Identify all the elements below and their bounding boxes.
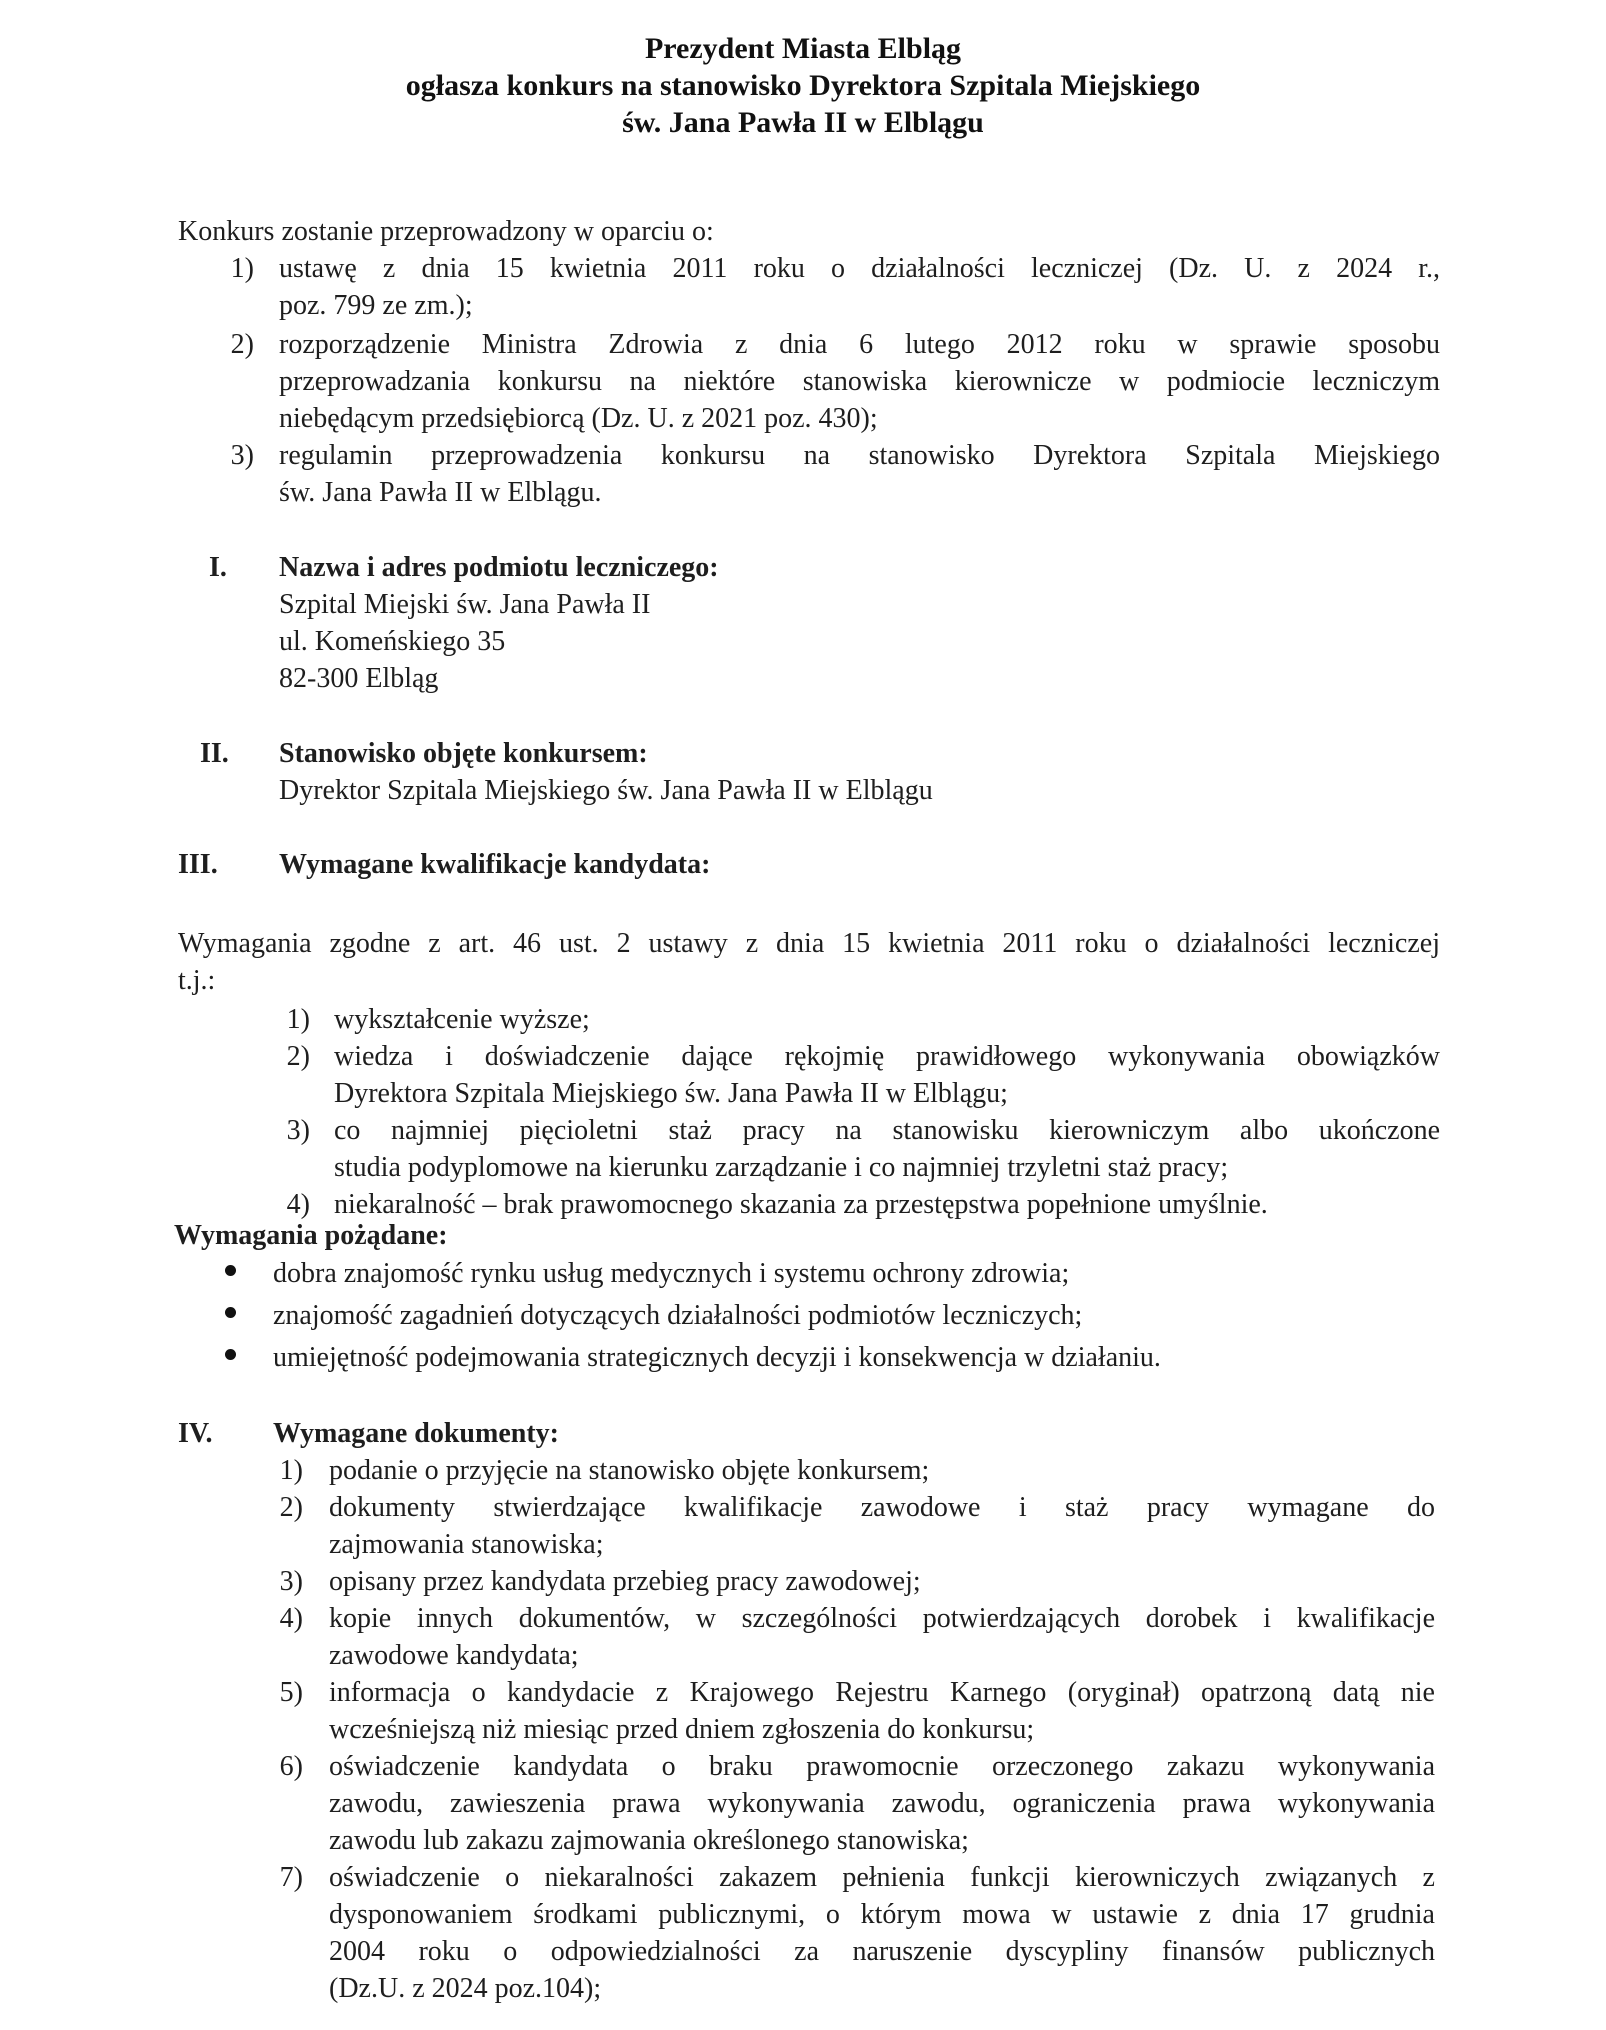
- basis-item-1-line-1: ustawę z dnia 15 kwietnia 2011 roku o działalności leczniczej (Dz. U. z 2024 r.,: [279, 253, 1440, 284]
- doc-item-7-num: 7): [279, 1862, 303, 1893]
- req-item-2-line-1: wiedza i doświadczenie dające rękojmię prawidłowego wykonywania obowiązków: [334, 1041, 1440, 1072]
- header-line-2: ogłasza konkurs na stanowisko Dyrektora Szpitala Miejskiego: [405, 69, 1201, 102]
- req-item-4-line-1: niekaralność – brak prawomocnego skazania za przestępstwa popełnione umyślnie.: [334, 1189, 1268, 1220]
- bullet-icon: [225, 1349, 236, 1360]
- doc-item-7-line-4: (Dz.U. z 2024 poz.104);: [329, 1973, 602, 2004]
- doc-item-4-num: 4): [279, 1603, 303, 1634]
- section-1-line-3: 82-300 Elbląg: [279, 663, 439, 694]
- basis-item-2-line-1: rozporządzenie Ministra Zdrowia z dnia 6 lutego 2012 roku w sprawie sposobu: [279, 329, 1440, 360]
- basis-item-3-num: 3): [230, 440, 254, 471]
- doc-item-6-line-3: zawodu lub zakazu zajmowania określonego stanowiska;: [329, 1825, 969, 1856]
- basis-item-1-num: 1): [230, 253, 254, 284]
- section-3-heading: Wymagane kwalifikacje kandydata:: [279, 849, 711, 880]
- bullet-icon: [225, 1265, 236, 1276]
- doc-item-5-line-1: informacja o kandydacie z Krajowego Rejestru Karnego (oryginał) opatrzoną datą nie: [329, 1677, 1435, 1708]
- header-line-3: św. Jana Pawła II w Elblągu: [622, 106, 984, 139]
- section-3-number: III.: [178, 849, 218, 880]
- doc-item-6-line-1: oświadczenie kandydata o braku prawomocnie orzeczonego zakazu wykonywania: [329, 1751, 1435, 1782]
- basis-item-2-line-2: przeprowadzania konkursu na niektóre stanowiska kierownicze w podmiocie leczniczym: [279, 366, 1440, 397]
- section-4-number: IV.: [178, 1418, 213, 1449]
- req-item-3-line-2: studia podyplomowe na kierunku zarządzanie i co najmniej trzyletni staż pracy;: [334, 1152, 1229, 1183]
- basis-item-2-num: 2): [230, 329, 254, 360]
- bullet-icon: [225, 1307, 236, 1318]
- desired-item-3: umiejętność podejmowania strategicznych decyzji i konsekwencja w działaniu.: [273, 1342, 1161, 1373]
- doc-item-1-num: 1): [279, 1455, 303, 1486]
- req-item-3-line-1: co najmniej pięcioletni staż pracy na stanowisku kierowniczym albo ukończone: [334, 1115, 1440, 1146]
- section-1-number: I.: [209, 552, 227, 583]
- doc-item-6-num: 6): [279, 1751, 303, 1782]
- section-3-intro-line-2: t.j.:: [178, 965, 216, 996]
- section-1-line-1: Szpital Miejski św. Jana Pawła II: [279, 589, 651, 620]
- basis-item-3-line-1: regulamin przeprowadzenia konkursu na stanowisko Dyrektora Szpitala Miejskiego: [279, 440, 1440, 471]
- section-4-heading: Wymagane dokumenty:: [273, 1418, 559, 1449]
- req-item-1-num: 1): [286, 1004, 310, 1035]
- basis-item-2-line-3: niebędącym przedsiębiorcą (Dz. U. z 2021 poz. 430);: [279, 403, 878, 434]
- doc-item-2-line-1: dokumenty stwierdzające kwalifikacje zawodowe i staż pracy wymagane do: [329, 1492, 1435, 1523]
- doc-item-1-line-1: podanie o przyjęcie na stanowisko objęte konkursem;: [329, 1455, 930, 1486]
- basis-intro: Konkurs zostanie przeprowadzony w oparciu o:: [178, 216, 714, 247]
- header-line-1: Prezydent Miasta Elbląg: [644, 32, 962, 65]
- basis-item-1-line-2: poz. 799 ze zm.);: [279, 290, 473, 321]
- doc-item-4-line-1: kopie innych dokumentów, w szczególności potwierdzających dorobek i kwalifikacje: [329, 1603, 1435, 1634]
- desired-heading: Wymagania pożądane:: [174, 1220, 448, 1251]
- doc-item-2-num: 2): [279, 1492, 303, 1523]
- desired-item-2: znajomość zagadnień dotyczących działalności podmiotów leczniczych;: [273, 1300, 1083, 1331]
- section-3-intro-line-1: Wymagania zgodne z art. 46 ust. 2 ustawy z dnia 15 kwietnia 2011 roku o działalności leczniczej: [178, 928, 1440, 959]
- req-item-2-line-2: Dyrektora Szpitala Miejskiego św. Jana Pawła II w Elblągu;: [334, 1078, 1008, 1109]
- doc-item-3-num: 3): [279, 1566, 303, 1597]
- desired-item-1: dobra znajomość rynku usług medycznych i systemu ochrony zdrowia;: [273, 1258, 1070, 1289]
- req-item-2-num: 2): [286, 1041, 310, 1072]
- req-item-4-num: 4): [286, 1189, 310, 1220]
- section-2-number: II.: [200, 738, 229, 769]
- doc-item-6-line-2: zawodu, zawieszenia prawa wykonywania zawodu, ograniczenia prawa wykonywania: [329, 1788, 1435, 1819]
- doc-item-7-line-1: oświadczenie o niekaralności zakazem pełnienia funkcji kierowniczych związanych z: [329, 1862, 1435, 1893]
- doc-item-4-line-2: zawodowe kandydata;: [329, 1640, 579, 1671]
- req-item-1-line-1: wykształcenie wyższe;: [334, 1004, 590, 1035]
- doc-item-3-line-1: opisany przez kandydata przebieg pracy zawodowej;: [329, 1566, 921, 1597]
- section-2-heading: Stanowisko objęte konkursem:: [279, 738, 648, 769]
- section-2-line-1: Dyrektor Szpitala Miejskiego św. Jana Pawła II w Elblągu: [279, 775, 933, 806]
- doc-item-5-line-2: wcześniejszą niż miesiąc przed dniem zgłoszenia do konkursu;: [329, 1714, 1035, 1745]
- doc-item-7-line-3: 2004 roku o odpowiedzialności za naruszenie dyscypliny finansów publicznych: [329, 1936, 1435, 1967]
- basis-item-3-line-2: św. Jana Pawła II w Elblągu.: [279, 477, 602, 508]
- section-1-line-2: ul. Komeńskiego 35: [279, 626, 506, 657]
- doc-item-7-line-2: dysponowaniem środkami publicznymi, o którym mowa w ustawie z dnia 17 grudnia: [329, 1899, 1435, 1930]
- doc-item-2-line-2: zajmowania stanowiska;: [329, 1529, 604, 1560]
- req-item-3-num: 3): [286, 1115, 310, 1146]
- doc-item-5-num: 5): [279, 1677, 303, 1708]
- section-1-heading: Nazwa i adres podmiotu leczniczego:: [279, 552, 719, 583]
